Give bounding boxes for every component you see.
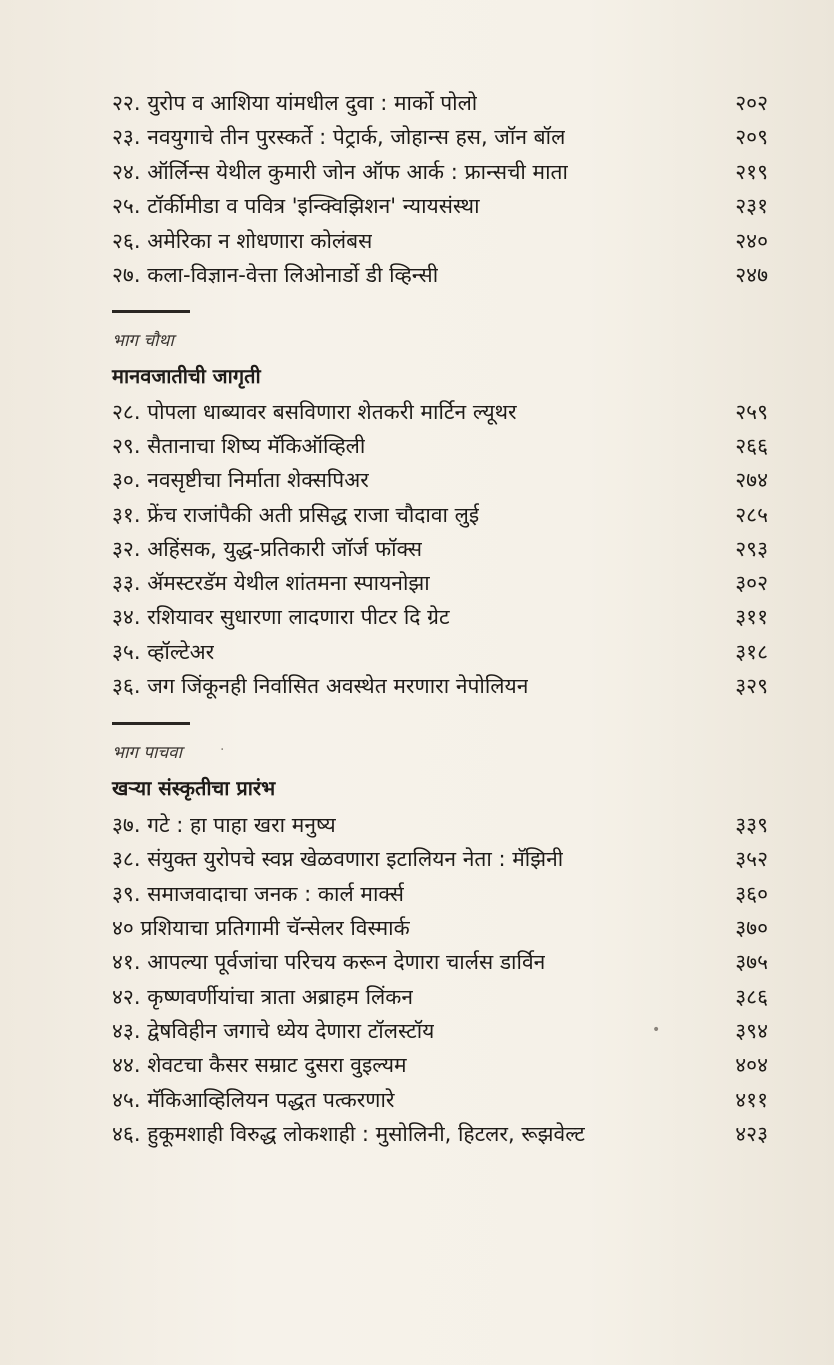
- entry-title: ४० प्रशियाचा प्रतिगामी चॅन्सेलर विस्मार्क: [112, 916, 410, 940]
- toc-entry: [112, 877, 768, 911]
- entry-page-number: २५९: [735, 400, 768, 424]
- part-title: खऱ्या संस्कृतीचा प्रारंभ: [112, 776, 276, 800]
- entry-title: ३१. फ्रेंच राजांपैकी अती प्रसिद्ध राजा चौदावा लुई: [112, 503, 480, 527]
- entry-page-number: २९३: [735, 537, 768, 561]
- toc-entry: [112, 1048, 768, 1082]
- entry-title: ३६. जग जिंकूनही निर्वासित अवस्थेत मरणारा नेपोलियन: [112, 674, 529, 698]
- toc-entry: [112, 911, 768, 945]
- toc-entry: [112, 532, 768, 566]
- toc-entry: [112, 1117, 768, 1151]
- entry-title: ३९. समाजवादाचा जनक : कार्ल मार्क्स: [112, 882, 404, 906]
- toc-entry: [112, 258, 768, 292]
- entry-page-number: ३७०: [735, 916, 768, 940]
- section-divider: [112, 310, 190, 313]
- toc-entry: [112, 945, 768, 979]
- entry-title: ३४. रशियावर सुधारणा लादणारा पीटर दि ग्रेट: [112, 605, 450, 629]
- entry-title: ४६. हुकूमशाही विरुद्ध लोकशाही : मुसोलिनी, हिटलर, रूझवेल्ट: [112, 1122, 585, 1146]
- toc-entry: [112, 1014, 768, 1048]
- entry-title: ४५. मॅकिआव्हिलियन पद्धत पत्करणारे: [112, 1088, 395, 1112]
- toc-entry: [112, 189, 768, 223]
- ink-speck: ·: [220, 742, 225, 758]
- toc-entry: [112, 566, 768, 600]
- toc-entry: [112, 224, 768, 258]
- entry-page-number: ४०४: [735, 1053, 768, 1077]
- entry-page-number: ४२३: [735, 1122, 768, 1146]
- entry-page-number: ३३९: [735, 813, 768, 837]
- entry-page-number: २३१: [735, 194, 768, 218]
- entry-page-number: ४११: [735, 1088, 768, 1112]
- toc-entry: [112, 635, 768, 669]
- entry-page-number: २६६: [735, 434, 768, 458]
- entry-title: २७. कला-विज्ञान-वेत्ता लिओनार्डो डी व्हिन्सी: [112, 263, 439, 287]
- entry-title: ३०. नवसृष्टीचा निर्माता शेक्सपिअर: [112, 468, 369, 492]
- entry-page-number: ३११: [735, 605, 768, 629]
- toc-entry: [112, 155, 768, 189]
- toc-entry: [112, 463, 768, 497]
- entry-title: २३. नवयुगाचे तीन पुरस्कर्ते : पेट्रार्क, जोहान्स हस, जॉन बॉल: [112, 125, 566, 149]
- toc-entry: [112, 808, 768, 842]
- entry-title: ४१. आपल्या पूर्वजांचा परिचय करून देणारा चार्लस डार्विन: [112, 950, 546, 974]
- entry-page-number: २८५: [735, 503, 768, 527]
- part-title: मानवजातीची जागृती: [112, 364, 261, 388]
- entry-title: ४३. द्वेषविहीन जगाचे ध्येय देणारा टॉलस्टॉय: [112, 1019, 435, 1043]
- entry-page-number: ३१८: [735, 640, 768, 664]
- toc-entry: [112, 669, 768, 703]
- toc-entry: [112, 842, 768, 876]
- entry-page-number: ३९४: [735, 1019, 768, 1043]
- toc-entry: [112, 498, 768, 532]
- entry-page-number: २०२: [735, 91, 768, 115]
- entry-title: ३३. ॲमस्टरडॅम येथील शांतमना स्पायनोझा: [112, 571, 430, 595]
- entry-title: २४. ऑर्लिन्स येथील कुमारी जोन ऑफ आर्क : फ्रान्सची माता: [112, 160, 568, 184]
- toc-entry: [112, 86, 768, 120]
- entry-title: २६. अमेरिका न शोधणारा कोलंबस: [112, 229, 373, 253]
- toc-entry: [112, 120, 768, 154]
- entry-page-number: ३०२: [735, 571, 768, 595]
- toc-entry: [112, 600, 768, 634]
- entry-page-number: २७४: [735, 468, 768, 492]
- toc-entry: [112, 1083, 768, 1117]
- entry-title: २५. टॉर्कीमीडा व पवित्र 'इन्क्विझिशन' न्यायसंस्था: [112, 194, 480, 218]
- entry-page-number: २४०: [735, 229, 768, 253]
- entry-title: २२. युरोप व आशिया यांमधील दुवा : मार्को पोलो: [112, 91, 478, 115]
- entry-page-number: २४७: [735, 263, 768, 287]
- part-label: भाग चौथा: [112, 331, 174, 351]
- entry-title: ४२. कृष्णवर्णीयांचा त्राता अब्राहम लिंकन: [112, 985, 414, 1009]
- entry-page-number: ३६०: [735, 882, 768, 906]
- entry-page-number: २०९: [735, 125, 768, 149]
- toc-entry: [112, 395, 768, 429]
- entry-title: ३२. अहिंसक, युद्ध-प्रतिकारी जॉर्ज फॉक्स: [112, 537, 423, 561]
- entry-page-number: २१९: [735, 160, 768, 184]
- entry-page-number: ३२९: [735, 674, 768, 698]
- entry-title: २९. सैतानाचा शिष्य मॅकिऑव्हिली: [112, 434, 366, 458]
- entry-page-number: ३८६: [735, 985, 768, 1009]
- section-divider: [112, 722, 190, 725]
- part-label: भाग पाचवा: [112, 743, 183, 763]
- entry-title: ४४. शेवटचा कैसर सम्राट दुसरा वुइल्यम: [112, 1053, 407, 1077]
- entry-page-number: ३५२: [735, 847, 768, 871]
- entry-title: ३५. व्हॉल्टेअर: [112, 640, 215, 664]
- toc-entry: [112, 429, 768, 463]
- entry-title: २८. पोपला धाब्यावर बसविणारा शेतकरी मार्टिन ल्यूथर: [112, 400, 517, 424]
- ink-speck: •: [652, 1022, 661, 1038]
- toc-entry: [112, 980, 768, 1014]
- entry-title: ३७. गटे : हा पाहा खरा मनुष्य: [112, 813, 336, 837]
- entry-title: ३८. संयुक्त युरोपचे स्वप्न खेळवणारा इटालियन नेता : मॅझिनी: [112, 847, 564, 871]
- entry-page-number: ३७५: [735, 950, 768, 974]
